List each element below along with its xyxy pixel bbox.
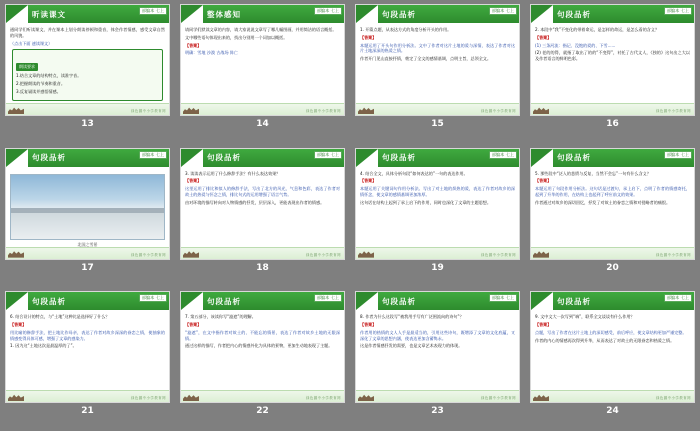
slide-preview[interactable] (355, 4, 520, 116)
header-corner-shape (181, 292, 203, 310)
edition-badge: 部编本 七上 (139, 7, 167, 15)
body-paragraph: (2) 老的的得，就指了取出了的的“不变得”，衬托了古代文人，《独的》这句出之大以及作者语言的鲜明色彩。 (535, 50, 690, 62)
body-paragraph: 【答案】 (185, 178, 202, 184)
body-paragraph: 【答案】 (535, 178, 552, 184)
slide-preview[interactable] (180, 4, 345, 116)
body-paragraph: 【答案】 (360, 34, 377, 40)
body-paragraph: 用比喻的修辞手法，把土地比作母亲，表达了作者对故乡深深的眷恋之情，使抽象的情感变得具体可感，增强了文章的感染力。 (10, 329, 165, 341)
reading-requirement-box (12, 49, 163, 100)
body-paragraph: 【答案】 (360, 178, 377, 184)
footer-watermark: 绿色圃中小学教育网 (480, 109, 516, 113)
slide-header (531, 149, 694, 168)
body-paragraph: 通过这样的描写，作者把内心的情感外化为具体的景物，更加生动地表现了主题。 (185, 343, 333, 349)
slide-page-number: 19 (431, 262, 444, 273)
slide-title: 句段品析 (557, 153, 591, 163)
slide-page-number: 17 (81, 262, 94, 273)
footer-watermark: 绿色圃中小学教育网 (655, 396, 691, 401)
slide-title: 句段品析 (32, 296, 66, 306)
slide-header (356, 149, 519, 168)
slide-thumbnail-cell[interactable] (350, 144, 525, 288)
slide-page-number: 15 (431, 119, 444, 129)
body-paragraph: 6. 结合设计的特点，与“土地”这种比是选择好了什么？ (10, 314, 110, 320)
requirement-line: 2.把握朗读的节奏和重音。 (16, 81, 65, 87)
slide-thumbnail-cell[interactable] (175, 0, 350, 144)
header-corner-shape (6, 292, 28, 310)
slide-title: 句段品析 (557, 296, 591, 306)
edition-badge: 部编本 七上 (489, 151, 517, 159)
body-paragraph: 3. 读读表示运用了什么修辞手法？有什么表达效果？ (185, 170, 281, 176)
slide-thumbnail-cell[interactable] (175, 287, 350, 431)
slide-title: 句段品析 (557, 9, 591, 19)
header-corner-shape (6, 149, 28, 167)
body-paragraph: 【答案】 (10, 322, 27, 327)
body-paragraph: 【答案】 (535, 34, 552, 40)
slide-footer-decoration (531, 247, 694, 259)
edition-badge: 部编本 七上 (139, 151, 167, 159)
body-paragraph: 9. 文中文大一次写到“端”，联系全文谈谈有什么作用？ (535, 314, 635, 320)
footer-watermark: 绿色圃中小学教育网 (480, 396, 516, 401)
slide-title: 句段品析 (382, 153, 416, 163)
body-paragraph: 点题，写出了作者在这片土地上的深切感受，前后呼应，使文章结构更加严谨完整。 (535, 329, 687, 335)
body-paragraph: 文中哪些语句体现出来的，找出分别用一个词加以概括。 (185, 34, 288, 40)
slide-preview[interactable] (180, 148, 345, 260)
footer-watermark: 绿色圃中小学教育网 (305, 252, 341, 257)
footer-watermark: 绿色圃中小学教育网 (130, 109, 166, 113)
body-paragraph: 5. 那些段中“泛入的悲愤与反复，当然不会忘”一句有什么含义？ (535, 170, 651, 176)
slide-preview[interactable] (530, 148, 695, 260)
footer-watermark: 绿色圃中小学教育网 (655, 252, 691, 257)
footer-watermark: 绿色圃中小学教育网 (480, 252, 516, 257)
slide-header (6, 149, 169, 168)
body-paragraph: 2. 本段中“我”不变化的带着命运，是怎样的命运，是怎么看的含义？ (535, 27, 660, 32)
slide-header (356, 5, 519, 24)
slide-page-number: 21 (81, 406, 94, 417)
header-corner-shape (531, 149, 553, 167)
slide-footer-decoration (531, 390, 694, 402)
edition-badge: 部编本 七上 (139, 294, 167, 302)
slide-thumbnail-cell[interactable] (0, 287, 175, 431)
body-paragraph: 本题运用了开头句作用分析法。文中了作者对这片土地的爱与深情，表达了作者对这片土地深深的热爱之情。 (360, 42, 515, 54)
body-paragraph: 作者通过对故乡的深切回忆，抒发了对故土的眷恋之情和对侵略者的痛恨。 (535, 199, 671, 205)
slide-footer-decoration (356, 103, 519, 115)
footer-watermark: 绿色圃中小学教育网 (130, 396, 166, 401)
slide-thumbnail-cell[interactable] (0, 0, 175, 144)
edition-badge: 部编本 七上 (664, 151, 692, 159)
snow-landscape-photo (10, 174, 165, 240)
slide-title: 整体感知 (207, 9, 241, 19)
slide-footer-decoration (6, 390, 169, 402)
slide-header (356, 292, 519, 311)
body-paragraph: (1) 三条河流：指记、没饱的爱的、下雪...... (535, 42, 616, 48)
slide-preview[interactable] (355, 148, 520, 260)
slide-page-number: 16 (606, 119, 619, 129)
reading-requirement-tag: 朗读要求 (16, 63, 38, 71)
body-paragraph: 作者用的热情的文人人手是最适当的，引用这些诗句，既增添了文章的文化底蕴，又深化了文章的思想内涵，使表达更加含蓄隽永。 (360, 329, 515, 341)
slide-preview[interactable] (5, 4, 170, 116)
footer-watermark: 绿色圃中小学教育网 (130, 252, 166, 257)
edition-badge: 部编本 七上 (314, 294, 342, 302)
slide-thumbnail-cell[interactable] (0, 144, 175, 288)
body-paragraph: 8. 作者为什么这段写“被我用手写有广泛围流向的诗句”？ (360, 314, 464, 320)
body-paragraph: 本题运用了关键词句作用分析法。写出了对土地的炽热的爱，表达了作者对故乡的深情怀念，使文章的感情基调更加浓厚。 (360, 186, 515, 198)
slide-thumbnail-cell[interactable] (175, 144, 350, 288)
slide-header (6, 292, 169, 311)
header-corner-shape (181, 5, 203, 23)
slide-footer-decoration (181, 103, 344, 115)
body-paragraph: 1. 开篇点题，从表达方式的角度分析开头的作用。 (360, 27, 452, 32)
slide-footer-decoration (6, 247, 169, 259)
header-corner-shape (6, 5, 28, 23)
body-paragraph: 作者开门见山直接抒情，奠定了全文的感情基调，点明主旨，总领全文。 (360, 56, 491, 62)
slide-thumbnail-cell[interactable] (350, 287, 525, 431)
slide-body (6, 168, 169, 260)
body-paragraph: 明确：雪地 沙漠 古战场 阵亡 (185, 50, 239, 56)
slide-footer-decoration (531, 103, 694, 115)
body-paragraph: 作者的内心的情感再次得到升华，从而表达了对故土的无限眷恋和热爱之情。 (535, 337, 675, 343)
header-corner-shape (531, 292, 553, 310)
slide-title: 句段品析 (382, 9, 416, 19)
header-corner-shape (356, 5, 378, 23)
slide-preview[interactable] (5, 291, 170, 403)
slide-footer-decoration (6, 103, 169, 115)
photo-caption: 北国之雪景 (77, 241, 98, 247)
header-corner-shape (181, 149, 203, 167)
body-paragraph: 7. 第五部分，该读你写“滤遮”的理解。 (185, 314, 256, 320)
body-paragraph: “滤遮”，在文中指作者对故土的、不能忘的情景，表达了作者对故乡土地的无限深情。 (185, 329, 340, 341)
slide-thumbnail-cell[interactable] (525, 144, 700, 288)
footer-watermark: 绿色圃中小学教育网 (655, 109, 691, 113)
slide-page-number: 14 (256, 119, 269, 129)
body-paragraph: 【答案】 (535, 322, 552, 327)
body-paragraph: 1. 因为这“土地这次是最温厚的了”。 (10, 343, 77, 349)
edition-badge: 部编本 七上 (314, 151, 342, 159)
body-paragraph: 本题运用了句段作用分析法。这句话是过渡句，承上启下，点明了作者的情感寄托，起到了升华的作用，在结构上也起到了呼应前文的效果。 (535, 186, 690, 198)
slide-thumbnail-cell[interactable] (350, 0, 525, 144)
header-corner-shape (356, 292, 378, 310)
slide-footer-decoration (181, 390, 344, 402)
body-paragraph: 【答案】 (360, 322, 377, 327)
slide-footer-decoration (356, 390, 519, 402)
slide-page-number: 18 (256, 262, 269, 273)
slide-page-number: 24 (606, 406, 619, 417)
body-paragraph: 这里运用了排比和拟人的修辞手法，写出了北方的风光、气息和色彩，表达了作者对故土的热爱与怀念之情，排比句式的运用增强了语言气势。 (185, 186, 340, 198)
body-paragraph: 这句话在结构上起到了承上启下的作用，同时也深化了文章的主题思想。 (360, 199, 491, 205)
slide-page-number: 22 (256, 406, 269, 417)
slide-title: 句段品析 (382, 296, 416, 306)
edition-badge: 部编本 七上 (314, 7, 342, 15)
slide-header (181, 149, 344, 168)
slide-footer-decoration (356, 247, 519, 259)
body-paragraph: 【答案】 (185, 42, 202, 48)
slide-page-number: 13 (81, 119, 94, 129)
slide-title: 听读课文 (32, 9, 66, 19)
slide-thumbnail-cell[interactable] (525, 0, 700, 144)
body-paragraph: 请同学们默读文章的内容，请大家说说文章写了哪几幅图画，并用简洁的语言概括。 (185, 27, 337, 32)
slide-header (531, 292, 694, 311)
edition-badge: 部编本 七上 (489, 7, 517, 15)
requirement-line: 1.结合文章的结构特点，读准字音。 (16, 73, 82, 79)
body-paragraph: 通同学们听读课文，并在课本上划分朗读停顿和重音，体会作者情感，感受文章自然的风貌。 (10, 27, 165, 38)
slide-header (531, 5, 694, 24)
header-corner-shape (356, 149, 378, 167)
body-paragraph: 由对环境的描写转向对人物情感的抒发，层层深入，更能表现出作者的情感。 (185, 199, 325, 205)
slide-preview[interactable] (530, 4, 695, 116)
body-paragraph: 4. 结合全文，具体分析句段“如何表达的”一句的表达作用。 (360, 170, 468, 176)
slide-title: 句段品析 (207, 153, 241, 163)
slide-preview[interactable] (5, 148, 170, 260)
slide-preview[interactable] (530, 291, 695, 403)
edition-badge: 部编本 七上 (489, 294, 517, 302)
slide-preview[interactable] (355, 291, 520, 403)
footer-watermark: 绿色圃中小学教育网 (305, 396, 341, 401)
edition-badge: 部编本 七上 (664, 7, 692, 15)
edition-badge: 部编本 七上 (664, 294, 692, 302)
slide-footer-decoration (181, 247, 344, 259)
slide-title: 句段品析 (32, 153, 66, 163)
header-corner-shape (531, 5, 553, 23)
slide-header (6, 5, 169, 24)
slide-header (181, 5, 344, 24)
slide-header (181, 292, 344, 311)
body-paragraph: 这是作者情感抒发的需要，也是文章艺术表现力的体现。 (360, 343, 463, 349)
requirement-line: 3.反复诵读并感悟情感。 (16, 89, 61, 95)
footer-watermark: 绿色圃中小学教育网 (305, 109, 341, 113)
slide-title: 句段品析 (207, 296, 241, 306)
slide-page-number: 20 (606, 262, 619, 273)
slide-preview[interactable] (180, 291, 345, 403)
body-paragraph: （点击下面 速读课文） (10, 40, 53, 46)
slide-thumbnail-cell[interactable] (525, 287, 700, 431)
body-paragraph: 【答案】 (185, 322, 202, 327)
slide-page-number: 23 (431, 406, 444, 417)
